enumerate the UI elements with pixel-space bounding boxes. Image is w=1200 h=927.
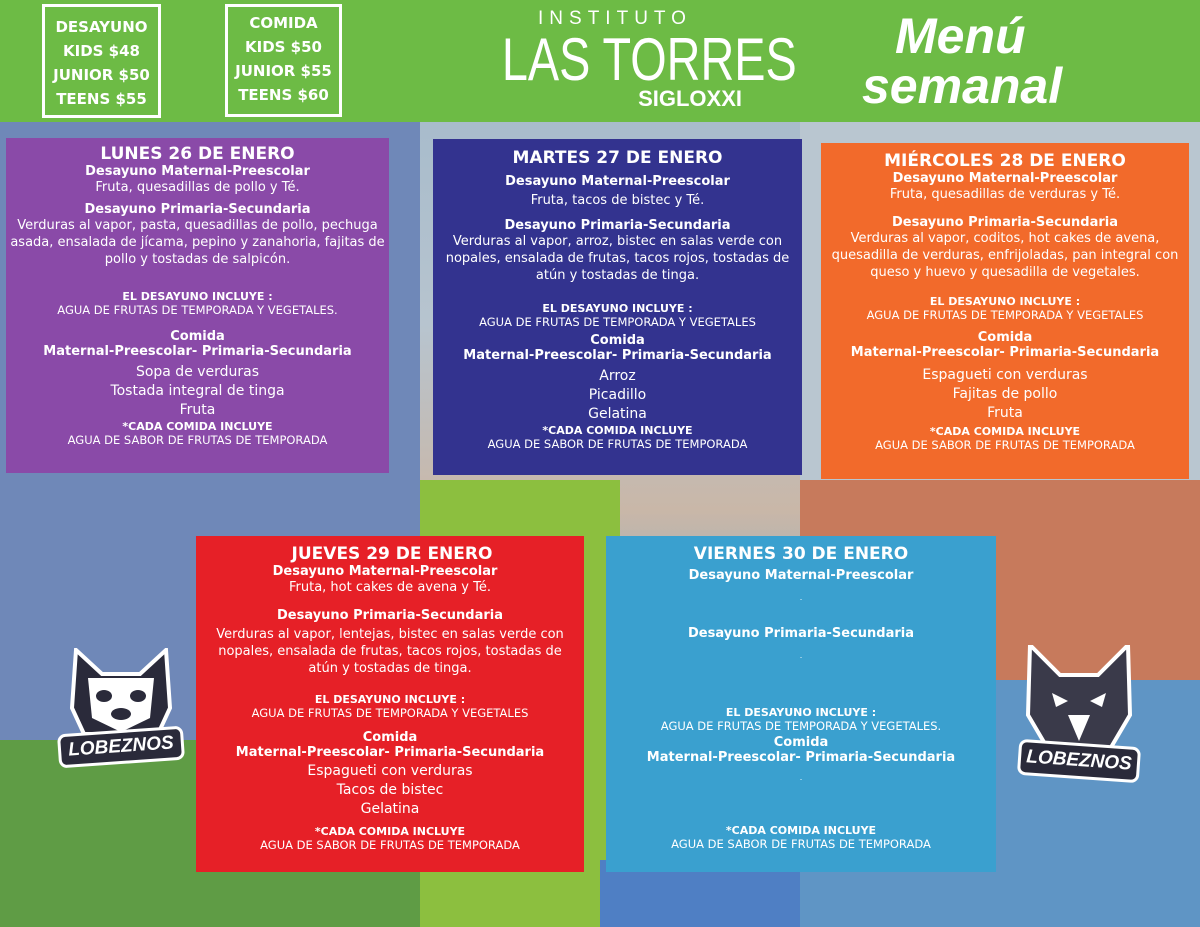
lunch-dish-2: Picadillo: [588, 387, 647, 403]
comida-kids-price: KIDS $50: [245, 38, 322, 56]
lunch-subtitle: Maternal-Preescolar- Primaria-Secundaria: [43, 344, 352, 359]
lunch-dish-1: .: [799, 773, 803, 782]
breakfast-maternal-text: Fruta, quesadillas de pollo y Té.: [95, 180, 300, 195]
day-card-thursday: [196, 536, 584, 872]
mascot-label: LOBEZNOS: [1017, 739, 1141, 783]
lunch-includes-title: *CADA COMIDA INCLUYE: [122, 420, 273, 433]
breakfast-maternal-title: Desayuno Maternal-Preescolar: [85, 164, 310, 179]
lunch-dish-2: Tostada integral de tinga: [110, 383, 285, 399]
breakfast-primaria-title: Desayuno Primaria-Secundaria: [84, 202, 311, 217]
lunch-dish-3: Gelatina: [360, 801, 420, 817]
breakfast-maternal-title: Desayuno Maternal-Preescolar: [505, 174, 730, 189]
lobeznos-mascot-right: [1018, 645, 1140, 790]
lunch-title: Comida: [170, 329, 225, 344]
breakfast-maternal-text: Fruta, quesadillas de verduras y Té.: [889, 187, 1121, 202]
breakfast-maternal-title: Desayuno Maternal-Preescolar: [688, 568, 914, 583]
breakfast-includes-title: EL DESAYUNO INCLUYE :: [542, 302, 693, 315]
comida-title: COMIDA: [249, 14, 318, 32]
breakfast-primaria-text: Verduras al vapor, coditos, hot cakes de avena, quesadilla de verduras, enfrijoladas, pan integral con queso y huevo y quesadilla de vegetales.: [831, 231, 1179, 280]
day-card-monday: [6, 138, 389, 473]
breakfast-includes-text: AGUA DE FRUTAS DE TEMPORADA Y VEGETALES: [251, 706, 529, 720]
lunch-subtitle: Maternal-Preescolar- Primaria-Secundaria: [850, 345, 1160, 360]
day-card-friday: [606, 536, 996, 872]
breakfast-primaria-text: Verduras al vapor, pasta, quesadillas de pollo, pechuga asada, ensalada de jícama, pepino y zanahoria, fajitas de pollo y tostadas de salpicón.: [10, 218, 385, 267]
desayuno-teens-price: TEENS $55: [56, 90, 147, 108]
desayuno-kids-price: KIDS $48: [63, 42, 140, 60]
lunch-dish-3: Fruta: [179, 402, 216, 418]
comida-junior-price: JUNIOR $55: [235, 62, 332, 80]
breakfast-primaria-title: Desayuno Primaria-Secundaria: [276, 608, 504, 623]
breakfast-primaria-title: Desayuno Primaria-Secundaria: [687, 626, 915, 641]
lunch-title: Comida: [773, 735, 829, 750]
breakfast-includes-text: AGUA DE FRUTAS DE TEMPORADA Y VEGETALES: [866, 308, 1144, 322]
lunch-includes-title: *CADA COMIDA INCLUYE: [314, 825, 466, 838]
day-title: VIERNES 30 DE ENERO: [693, 544, 909, 564]
desayuno-price-box: [42, 4, 161, 118]
lunch-includes-text: AGUA DE SABOR DE FRUTAS DE TEMPORADA: [671, 837, 931, 851]
breakfast-primaria-title: Desayuno Primaria-Secundaria: [504, 218, 731, 233]
breakfast-primaria-text: .: [799, 651, 803, 660]
lunch-subtitle: Maternal-Preescolar- Primaria-Secundaria: [235, 745, 545, 760]
breakfast-includes-text: AGUA DE FRUTAS DE TEMPORADA Y VEGETALES.: [660, 719, 942, 733]
lunch-includes-text: AGUA DE SABOR DE FRUTAS DE TEMPORADA: [875, 438, 1135, 452]
breakfast-includes-text: AGUA DE FRUTAS DE TEMPORADA Y VEGETALES: [479, 315, 756, 329]
lunch-dish-3: Gelatina: [588, 406, 647, 422]
lunch-includes-text: AGUA DE SABOR DE FRUTAS DE TEMPORADA: [487, 437, 748, 451]
lunch-includes-title: *CADA COMIDA INCLUYE: [725, 824, 877, 837]
lunch-dish-1: Arroz: [599, 368, 636, 384]
mascot-label: LOBEZNOS: [57, 726, 185, 769]
lunch-title: Comida: [362, 730, 418, 745]
lunch-dish-1: Sopa de verduras: [135, 364, 260, 380]
day-title: MIÉRCOLES 28 DE ENERO: [884, 151, 1126, 171]
lunch-subtitle: Maternal-Preescolar- Primaria-Secundaria: [646, 750, 956, 765]
breakfast-primaria-text: Verduras al vapor, lentejas, bistec en salas verde con nopales, ensalada de frutas, tacos rojos, tostadas de atún y tostadas de tinga.: [216, 627, 564, 676]
breakfast-includes-title: EL DESAYUNO INCLUYE :: [122, 290, 273, 303]
day-title: LUNES 26 DE ENERO: [100, 144, 295, 164]
lunch-includes-title: *CADA COMIDA INCLUYE: [929, 425, 1081, 438]
lunch-title: Comida: [590, 333, 645, 348]
breakfast-maternal-text: .: [799, 593, 803, 602]
menu-title-word2: semanal: [862, 58, 1063, 114]
breakfast-includes-text: AGUA DE FRUTAS DE TEMPORADA Y VEGETALES.: [57, 303, 338, 317]
day-title: MARTES 27 DE ENERO: [512, 148, 723, 168]
lunch-dish-1: Espagueti con verduras: [922, 367, 1088, 383]
day-card-wednesday: [821, 143, 1189, 479]
menu-title-word1: Menú: [895, 8, 1026, 64]
school-logo: [470, 8, 797, 112]
desayuno-junior-price: JUNIOR $50: [53, 66, 150, 84]
logo-line-las-torres: LAS TORRES: [501, 26, 797, 93]
breakfast-maternal-text: Fruta, tacos de bistec y Té.: [530, 193, 705, 208]
breakfast-primaria-text: Verduras al vapor, arroz, bistec en salas verde con nopales, ensalada de frutas, tacos rojos, tostadas de atún y tostadas de tinga.: [445, 234, 790, 283]
comida-price-box: [225, 4, 342, 117]
lunch-dish-1: Espagueti con verduras: [307, 763, 473, 779]
lunch-includes-text: AGUA DE SABOR DE FRUTAS DE TEMPORADA: [67, 433, 328, 447]
lobeznos-mascot-left: [58, 648, 184, 778]
lunch-dish-2: Fajitas de pollo: [952, 386, 1058, 402]
desayuno-title: DESAYUNO: [55, 18, 148, 36]
breakfast-includes-title: EL DESAYUNO INCLUYE :: [314, 693, 466, 706]
lunch-title: Comida: [977, 330, 1033, 345]
lunch-dish-2: Tacos de bistec: [336, 782, 444, 798]
breakfast-includes-title: EL DESAYUNO INCLUYE :: [725, 706, 877, 719]
breakfast-maternal-text: Fruta, hot cakes de avena y Té.: [288, 580, 491, 595]
lunch-includes-text: AGUA DE SABOR DE FRUTAS DE TEMPORADA: [260, 838, 520, 852]
breakfast-maternal-title: Desayuno Maternal-Preescolar: [892, 171, 1118, 186]
day-title: JUEVES 29 DE ENERO: [291, 544, 493, 564]
breakfast-maternal-title: Desayuno Maternal-Preescolar: [272, 564, 498, 579]
lunch-dish-3: Fruta: [987, 405, 1023, 421]
day-card-tuesday: [433, 139, 802, 475]
breakfast-primaria-title: Desayuno Primaria-Secundaria: [891, 215, 1119, 230]
comida-teens-price: TEENS $60: [238, 86, 329, 104]
lunch-includes-title: *CADA COMIDA INCLUYE: [542, 424, 693, 437]
breakfast-includes-title: EL DESAYUNO INCLUYE :: [929, 295, 1081, 308]
lunch-subtitle: Maternal-Preescolar- Primaria-Secundaria: [463, 348, 772, 363]
logo-line-instituto: INSTITUTO: [538, 8, 692, 29]
logo-line-siglo: SIGLOXXI: [638, 86, 742, 111]
